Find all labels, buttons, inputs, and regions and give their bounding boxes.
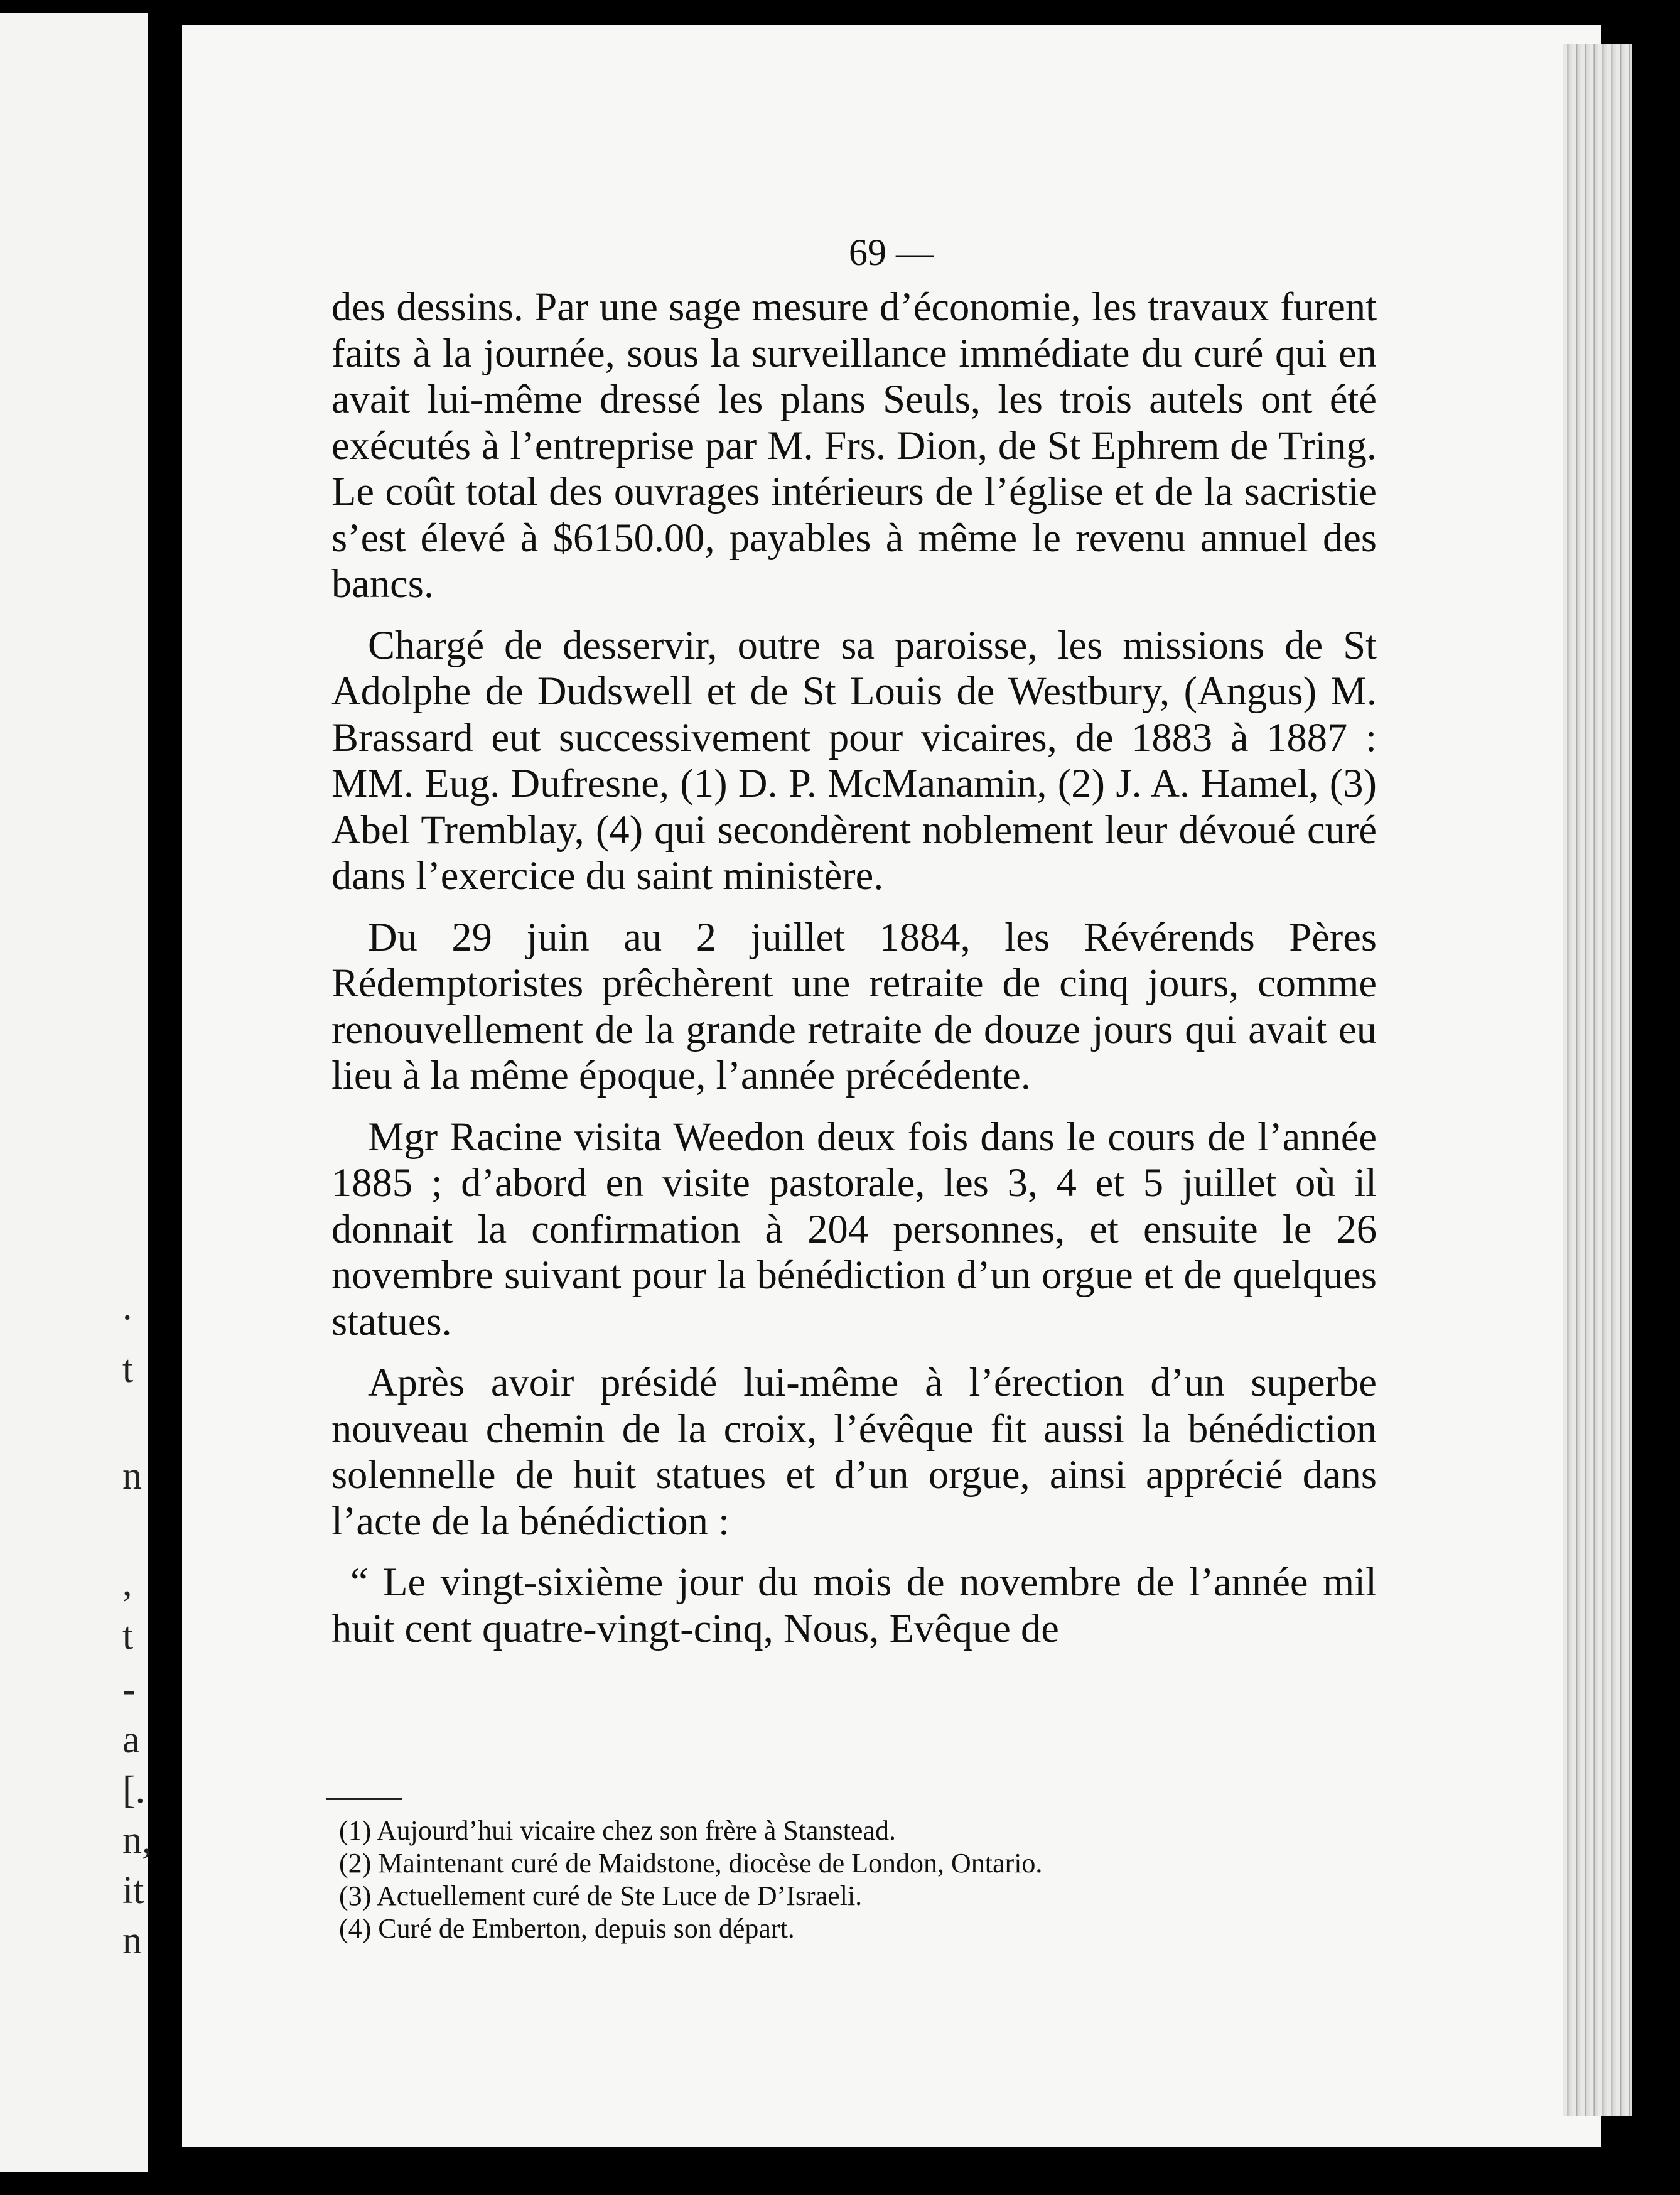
facing-page-fragment: . [122,1285,132,1328]
facing-page-fragment: , [122,1561,132,1604]
footnote: (2) Maintenant curé de Maidstone, diocèse de London, Ontario. [339,1848,1043,1879]
facing-page-fragment: a [122,1718,140,1761]
footnote: (3) Actuellement curé de Ste Luce de D’Israeli. [339,1880,863,1911]
paragraph: Après avoir présidé lui-même à l’érection d’un superbe nouveau chemin de la croix, l’évêque fit aussi la bénédiction solennelle de huit statues et d’un orgue, ainsi apprécié dans l’acte de la bénédiction : [331,1360,1377,1543]
paragraph: des dessins. Par une sage mesure d’économie, les travaux furent faits à la journée, sous la surveillance immédiate du curé qui en avait lui-même dressé les plans Seuls, les trois autels ont été exécutés à l’entreprise par M. Frs. Dion, de St Ephrem de Tring. Le coût total des ouvrages intérieurs de l’église et de la sacristie s’est élevé à $6150.00, payables à même le revenu annuel des bancs. [331,284,1377,606]
footnotes [339,1815,1281,1945]
facing-page-fragment: t [122,1615,134,1658]
facing-page-fragment: t [122,1348,134,1391]
page-number: 69 — [849,232,934,273]
facing-page-edge [0,13,152,2172]
paragraph: Du 29 juin au 2 juillet 1884, les Révérends Pères Rédemptoristes prêchèrent une retraite de cinq jours, comme renouvellement de la grande retraite de douze jours qui avait eu lieu à la même époque, l’année précédente. [331,914,1377,1098]
facing-page-fragment: [. [122,1769,146,1811]
facing-page-fragment: it [122,1869,144,1912]
footnote: (4) Curé de Emberton, depuis son départ. [339,1913,795,1944]
footnote-rule [326,1798,402,1800]
paragraph: Mgr Racine visita Weedon deux fois dans le cours de l’année 1885 ; d’abord en visite pastorale, les 3, 4 et 5 juillet où il donnait la confirmation à 204 personnes, et ensuite le 26 novembre suivant pour la bénédiction d’un orgue et de quelques statues. [331,1114,1377,1344]
quotation-paragraph: “ Le vingt-sixième jour du mois de novembre de l’année mil huit cent quatre-vingt-cinq, Nous, Evêque de [331,1560,1377,1651]
facing-page-fragment: - [122,1668,136,1711]
facing-page-fragment: n, [122,1819,152,1862]
body-text [331,284,1377,1651]
facing-page-fragment: n [122,1455,142,1497]
footnote: (1) Aujourd’hui vicaire chez son frère à Stanstead. [339,1815,896,1846]
facing-page-fragment: n [122,1919,142,1962]
paragraph: Chargé de desservir, outre sa paroisse, les missions de St Adolphe de Dudswell et de St Louis de Westbury, (Angus) M. Brassard eut successivement pour vicaires, de 1883 à 1887 : MM. Eug. Dufresne, (1) D. P. McManamin, (2) J. A. Hamel, (3) Abel Tremblay, (4) qui secondèrent noblement leur dévoué curé dans l’exercice du saint ministère. [331,622,1377,898]
page-stack-edges [1563,44,1632,2116]
